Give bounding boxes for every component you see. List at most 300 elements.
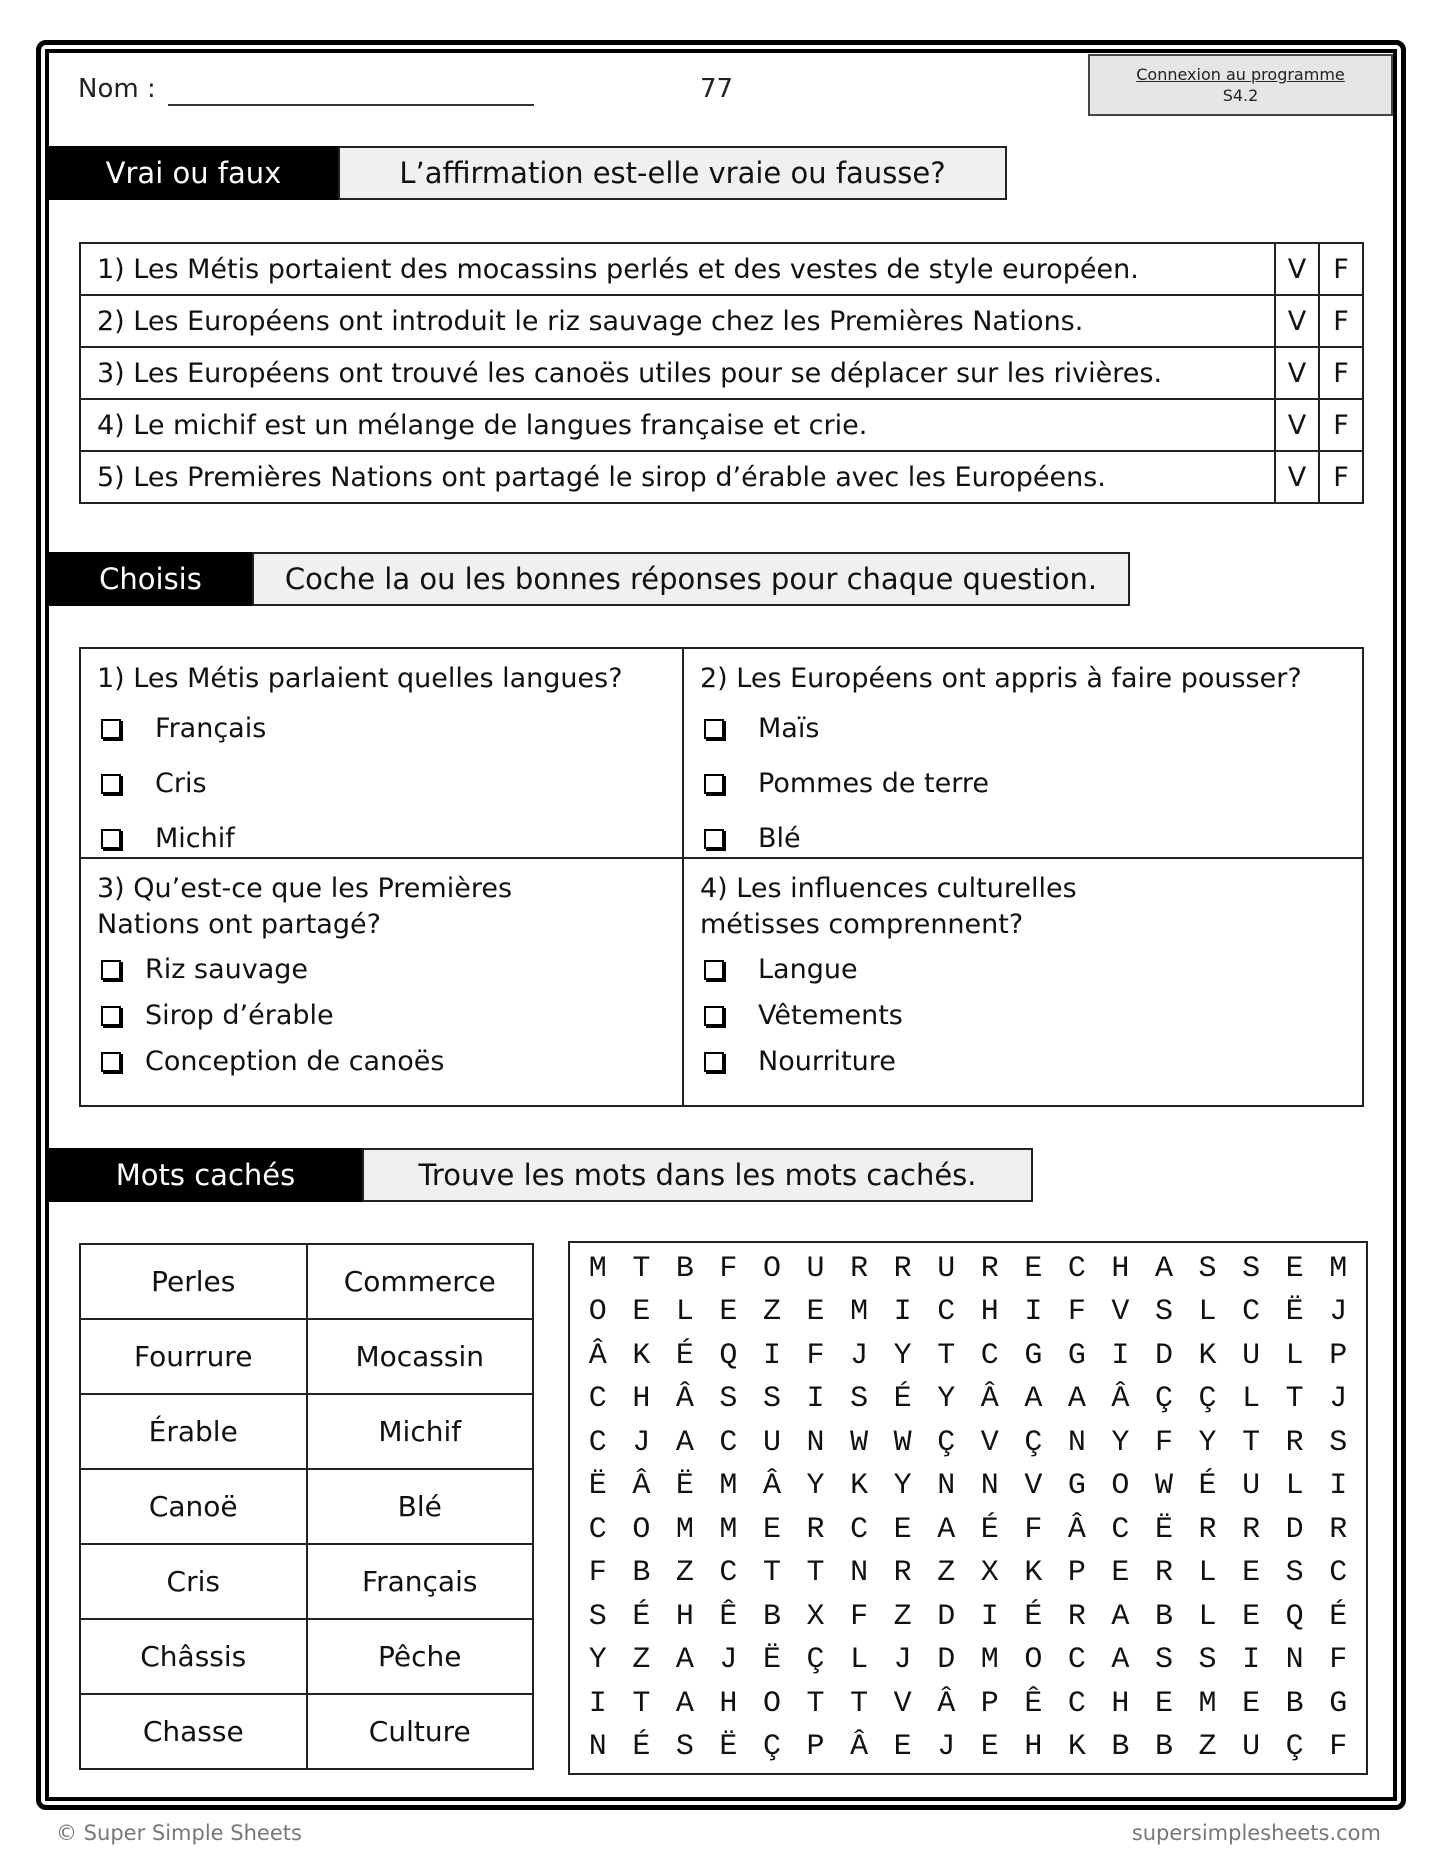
grid-letter[interactable]: J	[1329, 1295, 1348, 1330]
grid-letter[interactable]: S	[719, 1382, 738, 1417]
grid-letter[interactable]: D	[1285, 1512, 1304, 1547]
grid-letter[interactable]: R	[893, 1251, 912, 1286]
grid-letter[interactable]: U	[937, 1251, 956, 1286]
grid-letter[interactable]: R	[893, 1556, 912, 1591]
grid-letter[interactable]: J	[893, 1643, 912, 1678]
grid-letter[interactable]: A	[675, 1643, 694, 1678]
word-list-item: Canoë	[80, 1469, 307, 1544]
option-label: Nourriture	[758, 1046, 896, 1077]
grid-letter[interactable]: M	[588, 1251, 607, 1286]
question-cell	[684, 649, 1362, 859]
grid-letter[interactable]: Ç	[1024, 1425, 1043, 1460]
grid-letter[interactable]: N	[937, 1469, 956, 1504]
grid-letter[interactable]: Ë	[1154, 1512, 1173, 1547]
grid-letter[interactable]: C	[719, 1425, 738, 1460]
grid-letter[interactable]: F	[719, 1251, 738, 1286]
grid-letter[interactable]: A	[1154, 1251, 1173, 1286]
grid-letter[interactable]: Y	[937, 1382, 956, 1417]
option-label: Langue	[758, 954, 858, 985]
grid-letter[interactable]: S	[762, 1382, 781, 1417]
option-label: Français	[155, 712, 267, 744]
grid-letter[interactable]: T	[850, 1686, 869, 1721]
statement-text: 5) Les Premières Nations ont partagé le sirop d’érable avec les Européens.	[80, 451, 1275, 503]
grid-letter[interactable]: K	[850, 1469, 869, 1504]
grid-letter[interactable]: Ç	[1198, 1382, 1217, 1417]
grid-letter[interactable]: F	[1329, 1643, 1348, 1678]
name-label: Nom :	[78, 74, 156, 104]
false-option[interactable]: F	[1319, 451, 1363, 503]
grid-letter[interactable]: W	[850, 1425, 869, 1460]
grid-letter[interactable]: E	[1285, 1251, 1304, 1286]
grid-letter[interactable]: B	[762, 1599, 781, 1634]
option-label: Michif	[155, 822, 235, 854]
grid-letter[interactable]: L	[1242, 1382, 1261, 1417]
grid-letter[interactable]: P	[806, 1730, 825, 1765]
grid-letter[interactable]: S	[1329, 1425, 1348, 1460]
grid-letter[interactable]: É	[632, 1730, 651, 1765]
grid-letter[interactable]: Ë	[762, 1643, 781, 1678]
grid-letter[interactable]: O	[762, 1686, 781, 1721]
grid-letter[interactable]: Y	[806, 1469, 825, 1504]
grid-letter[interactable]: N	[806, 1425, 825, 1460]
true-option[interactable]: V	[1275, 347, 1319, 399]
grid-letter[interactable]: M	[1329, 1251, 1348, 1286]
grid-letter[interactable]: T	[806, 1686, 825, 1721]
grid-letter[interactable]: Y	[1198, 1425, 1217, 1460]
answer-option[interactable]	[97, 993, 666, 1039]
grid-letter[interactable]: L	[675, 1295, 694, 1330]
grid-letter[interactable]: I	[893, 1295, 912, 1330]
grid-letter[interactable]: Q	[1285, 1599, 1304, 1634]
word-list-row	[80, 1244, 533, 1319]
grid-letter[interactable]: F	[588, 1556, 607, 1591]
grid-letter[interactable]: C	[588, 1425, 607, 1460]
grid-letter[interactable]: Ë	[719, 1730, 738, 1765]
true-false-row	[80, 399, 1363, 451]
grid-letter[interactable]: R	[980, 1251, 999, 1286]
checkbox-icon[interactable]	[101, 829, 121, 849]
grid-letter[interactable]: K	[1198, 1338, 1217, 1373]
grid-letter[interactable]: E	[1242, 1686, 1261, 1721]
grid-letter[interactable]: S	[588, 1599, 607, 1634]
grid-letter[interactable]: H	[675, 1599, 694, 1634]
grid-letter[interactable]: L	[850, 1643, 869, 1678]
checkbox-icon[interactable]	[704, 829, 724, 849]
grid-letter[interactable]: Z	[893, 1599, 912, 1634]
program-connection-title: Connexion au programme	[1136, 65, 1345, 84]
grid-letter[interactable]: U	[1242, 1469, 1261, 1504]
grid-letter[interactable]: I	[1242, 1643, 1261, 1678]
answer-option[interactable]	[97, 756, 666, 811]
statement-text: 4) Le michif est un mélange de langues française et crie.	[80, 399, 1275, 451]
grid-letter[interactable]: Y	[588, 1643, 607, 1678]
true-false-row	[80, 295, 1363, 347]
grid-letter[interactable]: A	[1024, 1382, 1043, 1417]
grid-letter[interactable]: Ç	[1154, 1382, 1173, 1417]
grid-letter[interactable]: F	[1154, 1425, 1173, 1460]
program-connection-code: S4.2	[1222, 86, 1259, 105]
grid-letter[interactable]: C	[1111, 1512, 1130, 1547]
grid-letter[interactable]: B	[1154, 1730, 1173, 1765]
grid-letter[interactable]: G	[1067, 1338, 1086, 1373]
grid-letter[interactable]: Z	[632, 1643, 651, 1678]
grid-letter[interactable]: R	[1329, 1512, 1348, 1547]
grid-letter[interactable]: E	[893, 1512, 912, 1547]
grid-letter[interactable]: R	[1154, 1556, 1173, 1591]
grid-letter[interactable]: I	[1111, 1338, 1130, 1373]
grid-letter[interactable]: P	[1067, 1556, 1086, 1591]
grid-letter[interactable]: W	[893, 1425, 912, 1460]
grid-letter[interactable]: K	[1024, 1556, 1043, 1591]
grid-letter[interactable]: T	[806, 1556, 825, 1591]
grid-letter[interactable]: E	[806, 1295, 825, 1330]
answer-option[interactable]	[700, 756, 1346, 811]
grid-letter[interactable]: E	[980, 1730, 999, 1765]
grid-letter[interactable]: E	[762, 1512, 781, 1547]
grid-letter[interactable]: O	[1111, 1469, 1130, 1504]
grid-letter[interactable]: E	[1242, 1599, 1261, 1634]
grid-letter[interactable]: M	[719, 1469, 738, 1504]
footer-copyright: © Super Simple Sheets	[56, 1821, 302, 1845]
grid-letter[interactable]: Â	[937, 1686, 956, 1721]
checkbox-icon[interactable]	[101, 719, 121, 739]
grid-letter[interactable]: É	[632, 1599, 651, 1634]
grid-letter[interactable]: C	[1242, 1295, 1261, 1330]
grid-letter[interactable]: Ç	[806, 1643, 825, 1678]
grid-letter[interactable]: L	[1198, 1556, 1217, 1591]
false-option[interactable]: F	[1319, 347, 1363, 399]
grid-letter[interactable]: B	[1154, 1599, 1173, 1634]
grid-letter[interactable]: O	[632, 1512, 651, 1547]
grid-letter[interactable]: Â	[1111, 1382, 1130, 1417]
true-option[interactable]: V	[1275, 243, 1319, 295]
grid-letter[interactable]: M	[850, 1295, 869, 1330]
grid-letter[interactable]: T	[632, 1251, 651, 1286]
grid-letter[interactable]: I	[762, 1338, 781, 1373]
grid-letter[interactable]: É	[980, 1512, 999, 1547]
checkbox-icon[interactable]	[101, 774, 121, 794]
true-false-row	[80, 347, 1363, 399]
grid-letter[interactable]: H	[632, 1382, 651, 1417]
grid-letter[interactable]: G	[1024, 1338, 1043, 1373]
grid-letter[interactable]: S	[850, 1382, 869, 1417]
grid-letter[interactable]: H	[719, 1686, 738, 1721]
grid-letter[interactable]: C	[980, 1338, 999, 1373]
grid-letter[interactable]: H	[1111, 1686, 1130, 1721]
false-option[interactable]: F	[1319, 399, 1363, 451]
grid-letter[interactable]: I	[1024, 1295, 1043, 1330]
answer-option[interactable]	[700, 1039, 1346, 1085]
grid-letter[interactable]: S	[1198, 1251, 1217, 1286]
grid-letter[interactable]: C	[850, 1512, 869, 1547]
grid-letter[interactable]: E	[719, 1295, 738, 1330]
footer-website[interactable]: supersimplesheets.com	[1131, 1821, 1381, 1845]
word-list-item: Perles	[80, 1244, 307, 1319]
grid-letter[interactable]: T	[762, 1556, 781, 1591]
grid-letter[interactable]: Â	[850, 1730, 869, 1765]
grid-letter[interactable]: E	[1154, 1686, 1173, 1721]
grid-letter[interactable]: L	[1198, 1295, 1217, 1330]
grid-letter[interactable]: Â	[675, 1382, 694, 1417]
grid-letter[interactable]: Ê	[1024, 1686, 1043, 1721]
grid-letter[interactable]: C	[1067, 1251, 1086, 1286]
checkbox-icon[interactable]	[704, 719, 724, 739]
word-list-row	[80, 1619, 533, 1694]
word-list-item: Pêche	[307, 1619, 534, 1694]
word-list-item: Érable	[80, 1394, 307, 1469]
answer-option[interactable]	[97, 1039, 666, 1085]
grid-letter[interactable]: O	[588, 1295, 607, 1330]
statement-text: 3) Les Européens ont trouvé les canoës utiles pour se déplacer sur les rivières.	[80, 347, 1275, 399]
word-list-row	[80, 1394, 533, 1469]
grid-letter[interactable]: C	[588, 1512, 607, 1547]
grid-letter[interactable]: R	[850, 1251, 869, 1286]
grid-letter[interactable]: E	[893, 1730, 912, 1765]
grid-letter[interactable]: T	[937, 1338, 956, 1373]
grid-letter[interactable]: J	[1329, 1382, 1348, 1417]
grid-letter[interactable]: É	[675, 1338, 694, 1373]
grid-letter[interactable]: É	[1198, 1469, 1217, 1504]
grid-letter[interactable]: C	[1329, 1556, 1348, 1591]
grid-letter[interactable]: P	[1329, 1338, 1348, 1373]
grid-letter[interactable]: R	[1242, 1512, 1261, 1547]
word-search-grid	[568, 1241, 1368, 1775]
grid-letter[interactable]: O	[762, 1251, 781, 1286]
grid-letter[interactable]: F	[1024, 1512, 1043, 1547]
grid-letter[interactable]: Z	[675, 1556, 694, 1591]
statement-text: 1) Les Métis portaient des mocassins perlés et des vestes de style européen.	[80, 243, 1275, 295]
question-cell	[684, 859, 1362, 1105]
option-label: Blé	[758, 822, 801, 854]
answer-option[interactable]	[97, 701, 666, 756]
option-label: Vêtements	[758, 1000, 903, 1031]
section-label: Choisis	[49, 552, 252, 606]
true-false-table	[79, 242, 1364, 504]
word-list-item: Culture	[307, 1694, 534, 1769]
grid-letter[interactable]: C	[1067, 1643, 1086, 1678]
answer-option[interactable]	[97, 947, 666, 993]
section-instruction: Trouve les mots dans les mots cachés.	[362, 1148, 1033, 1202]
grid-letter[interactable]: J	[719, 1643, 738, 1678]
grid-letter[interactable]: É	[1024, 1599, 1043, 1634]
grid-letter[interactable]: T	[1285, 1382, 1304, 1417]
grid-letter[interactable]: F	[1067, 1295, 1086, 1330]
word-list-row	[80, 1469, 533, 1544]
false-option[interactable]: F	[1319, 295, 1363, 347]
name-input-line[interactable]	[168, 104, 534, 106]
grid-letter[interactable]: Z	[762, 1295, 781, 1330]
grid-letter[interactable]: F	[1329, 1730, 1348, 1765]
word-list-row	[80, 1694, 533, 1769]
grid-letter[interactable]: O	[1024, 1643, 1043, 1678]
grid-letter[interactable]: U	[1242, 1730, 1261, 1765]
grid-letter[interactable]: E	[1024, 1251, 1043, 1286]
grid-letter[interactable]: W	[1154, 1469, 1173, 1504]
grid-letter[interactable]: M	[980, 1643, 999, 1678]
grid-letter[interactable]: D	[937, 1599, 956, 1634]
answer-option[interactable]	[700, 993, 1346, 1039]
grid-letter[interactable]: M	[1198, 1686, 1217, 1721]
question-cell	[81, 649, 684, 859]
grid-letter[interactable]: Â	[980, 1382, 999, 1417]
checkbox-icon[interactable]	[704, 774, 724, 794]
grid-letter[interactable]: S	[1154, 1295, 1173, 1330]
grid-letter[interactable]: U	[806, 1251, 825, 1286]
grid-letter[interactable]: D	[1154, 1338, 1173, 1373]
option-label: Sirop d’érable	[145, 1000, 334, 1031]
question-text: 1) Les Métis parlaient quelles langues?	[97, 663, 623, 694]
word-list-item: Blé	[307, 1469, 534, 1544]
multiple-choice-grid	[79, 647, 1364, 1107]
checkbox-icon[interactable]	[704, 1052, 724, 1072]
grid-letter[interactable]: A	[1067, 1382, 1086, 1417]
true-option[interactable]: V	[1275, 451, 1319, 503]
grid-letter[interactable]: Ë	[675, 1469, 694, 1504]
grid-letter[interactable]: E	[1242, 1556, 1261, 1591]
checkbox-icon[interactable]	[101, 1052, 121, 1072]
true-option[interactable]: V	[1275, 399, 1319, 451]
program-connection-box	[1088, 54, 1393, 116]
answer-option[interactable]	[97, 811, 666, 866]
grid-letter[interactable]: H	[1111, 1251, 1130, 1286]
grid-letter[interactable]: A	[1111, 1599, 1130, 1634]
grid-letter[interactable]: N	[850, 1556, 869, 1591]
grid-letter[interactable]: N	[588, 1730, 607, 1765]
word-list-table	[79, 1243, 534, 1770]
grid-letter[interactable]: Y	[893, 1338, 912, 1373]
grid-letter[interactable]: M	[719, 1512, 738, 1547]
grid-letter[interactable]: J	[632, 1425, 651, 1460]
grid-letter[interactable]: S	[1242, 1251, 1261, 1286]
grid-letter[interactable]: K	[1067, 1730, 1086, 1765]
grid-letter[interactable]: R	[1198, 1512, 1217, 1547]
grid-letter[interactable]: Z	[937, 1556, 956, 1591]
true-false-row	[80, 243, 1363, 295]
grid-letter[interactable]: N	[1285, 1643, 1304, 1678]
grid-letter[interactable]: Ç	[1285, 1730, 1304, 1765]
grid-letter[interactable]: G	[1329, 1686, 1348, 1721]
grid-letter[interactable]: M	[675, 1512, 694, 1547]
grid-letter[interactable]: É	[893, 1382, 912, 1417]
grid-letter[interactable]: A	[675, 1686, 694, 1721]
grid-letter[interactable]: L	[1285, 1338, 1304, 1373]
grid-letter[interactable]: F	[850, 1599, 869, 1634]
grid-letter[interactable]: V	[980, 1425, 999, 1460]
grid-letter[interactable]: I	[1329, 1469, 1348, 1504]
grid-letter[interactable]: R	[1285, 1425, 1304, 1460]
grid-letter[interactable]: S	[1198, 1643, 1217, 1678]
grid-letter[interactable]: Ç	[762, 1730, 781, 1765]
grid-letter[interactable]: Y	[893, 1469, 912, 1504]
grid-letter[interactable]: S	[675, 1730, 694, 1765]
grid-letter[interactable]: K	[632, 1338, 651, 1373]
grid-letter[interactable]: L	[1198, 1599, 1217, 1634]
grid-letter[interactable]: Ê	[719, 1599, 738, 1634]
grid-letter[interactable]: Â	[1067, 1512, 1086, 1547]
grid-letter[interactable]: A	[675, 1425, 694, 1460]
grid-letter[interactable]: A	[1111, 1643, 1130, 1678]
checkbox-icon[interactable]	[101, 960, 121, 980]
grid-letter[interactable]: E	[632, 1295, 651, 1330]
checkbox-icon[interactable]	[704, 960, 724, 980]
grid-letter[interactable]: X	[806, 1599, 825, 1634]
grid-letter[interactable]: R	[806, 1512, 825, 1547]
answer-option[interactable]	[700, 701, 1346, 756]
grid-letter[interactable]: H	[980, 1295, 999, 1330]
grid-letter[interactable]: P	[980, 1686, 999, 1721]
grid-letter[interactable]: N	[1067, 1425, 1086, 1460]
grid-letter[interactable]: X	[980, 1556, 999, 1591]
grid-letter[interactable]: J	[937, 1730, 956, 1765]
grid-letter[interactable]: A	[937, 1512, 956, 1547]
grid-letter[interactable]: I	[980, 1599, 999, 1634]
word-list-row	[80, 1319, 533, 1394]
grid-letter[interactable]: F	[806, 1338, 825, 1373]
grid-letter[interactable]: C	[937, 1295, 956, 1330]
grid-letter[interactable]: Â	[632, 1469, 651, 1504]
grid-letter[interactable]: É	[1329, 1599, 1348, 1634]
grid-letter[interactable]: V	[893, 1686, 912, 1721]
grid-letter[interactable]: J	[850, 1338, 869, 1373]
grid-letter[interactable]: B	[1285, 1686, 1304, 1721]
grid-letter[interactable]: G	[1067, 1469, 1086, 1504]
grid-letter[interactable]: Ç	[937, 1425, 956, 1460]
grid-letter[interactable]: I	[588, 1686, 607, 1721]
option-label: Pommes de terre	[758, 767, 989, 799]
question-text: 3) Qu’est-ce que les Premières Nations ont partagé?	[97, 873, 513, 940]
grid-letter[interactable]: N	[980, 1469, 999, 1504]
checkbox-icon[interactable]	[101, 1006, 121, 1026]
option-label: Maïs	[758, 712, 820, 744]
grid-letter[interactable]: T	[632, 1686, 651, 1721]
grid-letter[interactable]: L	[1285, 1469, 1304, 1504]
grid-letter[interactable]: T	[1242, 1425, 1261, 1460]
grid-letter[interactable]: V	[1111, 1295, 1130, 1330]
grid-letter[interactable]: I	[806, 1382, 825, 1417]
grid-letter[interactable]: S	[1154, 1643, 1173, 1678]
true-option[interactable]: V	[1275, 295, 1319, 347]
grid-letter[interactable]: B	[1111, 1730, 1130, 1765]
grid-letter[interactable]: Ë	[588, 1469, 607, 1504]
grid-letter[interactable]: U	[762, 1425, 781, 1460]
answer-option[interactable]	[700, 947, 1346, 993]
false-option[interactable]: F	[1319, 243, 1363, 295]
checkbox-icon[interactable]	[704, 1006, 724, 1026]
grid-letter[interactable]: D	[937, 1643, 956, 1678]
grid-letter[interactable]: B	[632, 1556, 651, 1591]
grid-letter[interactable]: H	[1024, 1730, 1043, 1765]
grid-letter[interactable]: Ë	[1285, 1295, 1304, 1330]
grid-letter[interactable]: Y	[1111, 1425, 1130, 1460]
grid-letter[interactable]: Z	[1198, 1730, 1217, 1765]
word-list-item: Français	[307, 1544, 534, 1619]
grid-letter[interactable]: C	[719, 1556, 738, 1591]
word-list-row	[80, 1544, 533, 1619]
grid-letter[interactable]: Q	[719, 1338, 738, 1373]
grid-letter[interactable]: V	[1024, 1469, 1043, 1504]
grid-letter[interactable]: U	[1242, 1338, 1261, 1373]
grid-letter[interactable]: R	[1067, 1599, 1086, 1634]
answer-option[interactable]	[700, 811, 1346, 866]
grid-letter[interactable]: E	[1111, 1556, 1130, 1591]
grid-letter[interactable]: S	[1285, 1556, 1304, 1591]
grid-letter[interactable]: C	[588, 1382, 607, 1417]
grid-letter[interactable]: C	[1067, 1686, 1086, 1721]
grid-letter[interactable]: Â	[588, 1338, 607, 1373]
grid-letter[interactable]: Â	[762, 1469, 781, 1504]
word-list-item: Commerce	[307, 1244, 534, 1319]
grid-letter[interactable]: B	[675, 1251, 694, 1286]
